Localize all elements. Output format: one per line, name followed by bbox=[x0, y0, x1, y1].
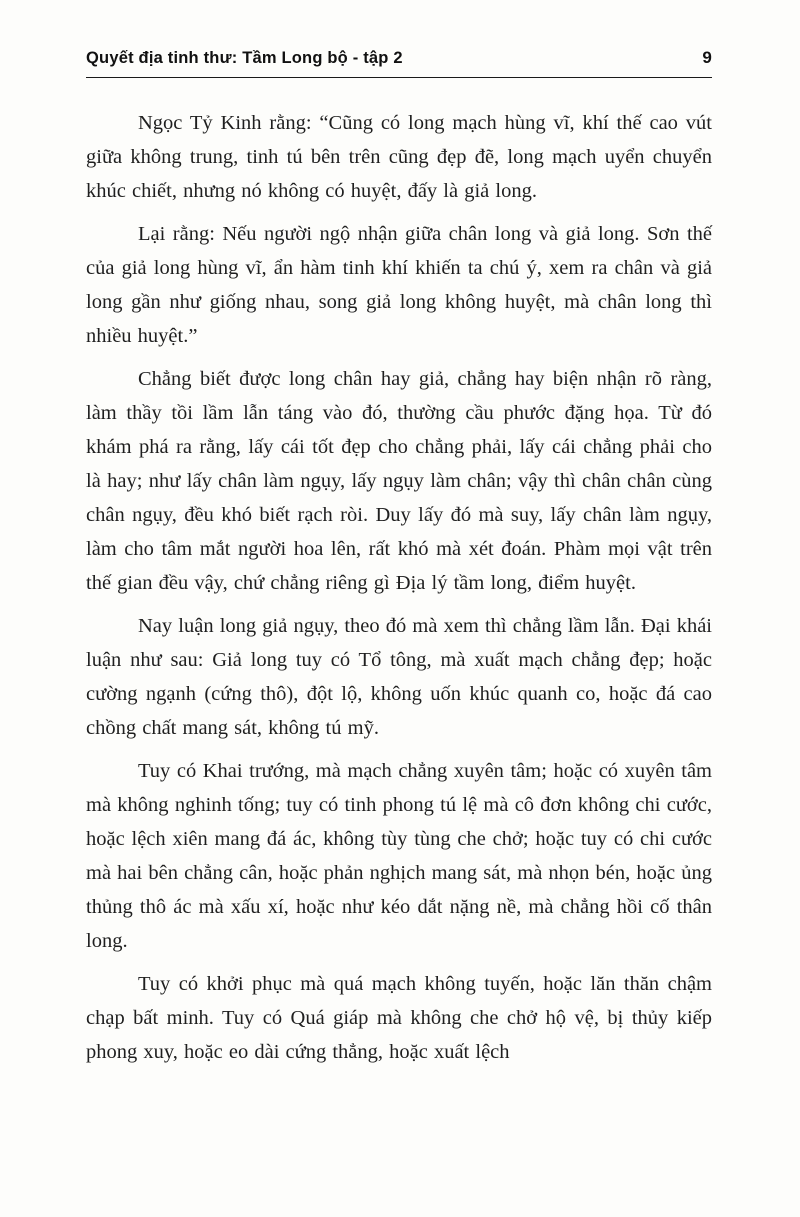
paragraph: Tuy có Khai trướng, mà mạch chẳng xuyên tâm; hoặc có xuyên tâm mà không nghinh tống; tuy có tinh phong tú lệ mà cô đơn không chi cước, hoặc lệch xiên mang đá ác, không tùy tùng che chở; hoặc tuy có chi cước mà hai bên chẳng cân, hoặc phản nghịch mang sát, mà nhọn bén, hoặc ủng thủng thô ác mà xấu xí, hoặc như kéo dắt nặng nề, mà chẳng hồi cố thân long. bbox=[86, 760, 712, 952]
paragraph: Nay luận long giả ngụy, theo đó mà xem thì chẳng lầm lẫn. Đại khái luận như sau: Giả long tuy có Tổ tông, mà xuất mạch chẳng đẹp; hoặc cường ngạnh (cứng thô), đột lộ, không uốn khúc quanh co, hoặc đá cao chồng chất mang sát, không tú mỹ. bbox=[86, 615, 713, 739]
paragraph: Lại rằng: Nếu người ngộ nhận giữa chân long và giả long. Sơn thế của giả long hùng vĩ, ẩn hàm tinh khí khiến ta chú ý, xem ra chân và giả long gần như giống nhau, song giả long không huyệt, mà chân long thì nhiều huyệt.” bbox=[86, 223, 712, 347]
paragraph: Tuy có khởi phục mà quá mạch không tuyến, hoặc lăn thăn chậm chạp bất minh. Tuy có Quá giáp mà không che chở hộ vệ, bị thủy kiếp phong xuy, hoặc eo dài cứng thẳng, hoặc xuất lệch bbox=[86, 973, 712, 1063]
paragraph: Ngọc Tỷ Kinh rằng: “Cũng có long mạch hùng vĩ, khí thế cao vút giữa không trung, tinh tú bên trên cũng đẹp đẽ, long mạch uyển chuyển khúc chiết, nhưng nó không có huyệt, đấy là giả long. bbox=[86, 112, 712, 202]
page-number: 9 bbox=[702, 48, 712, 67]
running-header bbox=[86, 48, 712, 78]
running-header-title: Quyết địa tinh thư: Tầm Long bộ - tập 2 bbox=[86, 49, 403, 67]
page-body bbox=[86, 106, 712, 1069]
paragraph: Chẳng biết được long chân hay giả, chẳng hay biện nhận rõ ràng, làm thầy tồi lầm lẫn táng vào đó, thường cầu phước đặng họa. Từ đó khám phá ra rằng, lấy cái tốt đẹp cho chẳng phải, lấy cái chẳng phải cho là hay; như lấy chân làm ngụy, lấy ngụy làm chân; vậy thì chân chân cùng chân ngụy, đều khó biết rạch ròi. Duy lấy đó mà suy, lấy chân làm ngụy, làm cho tâm mắt người hoa lên, rất khó mà xét đoán. Phàm mọi vật trên thế gian đều vậy, chứ chẳng riêng gì Địa lý tầm long, điểm huyệt. bbox=[86, 368, 712, 594]
